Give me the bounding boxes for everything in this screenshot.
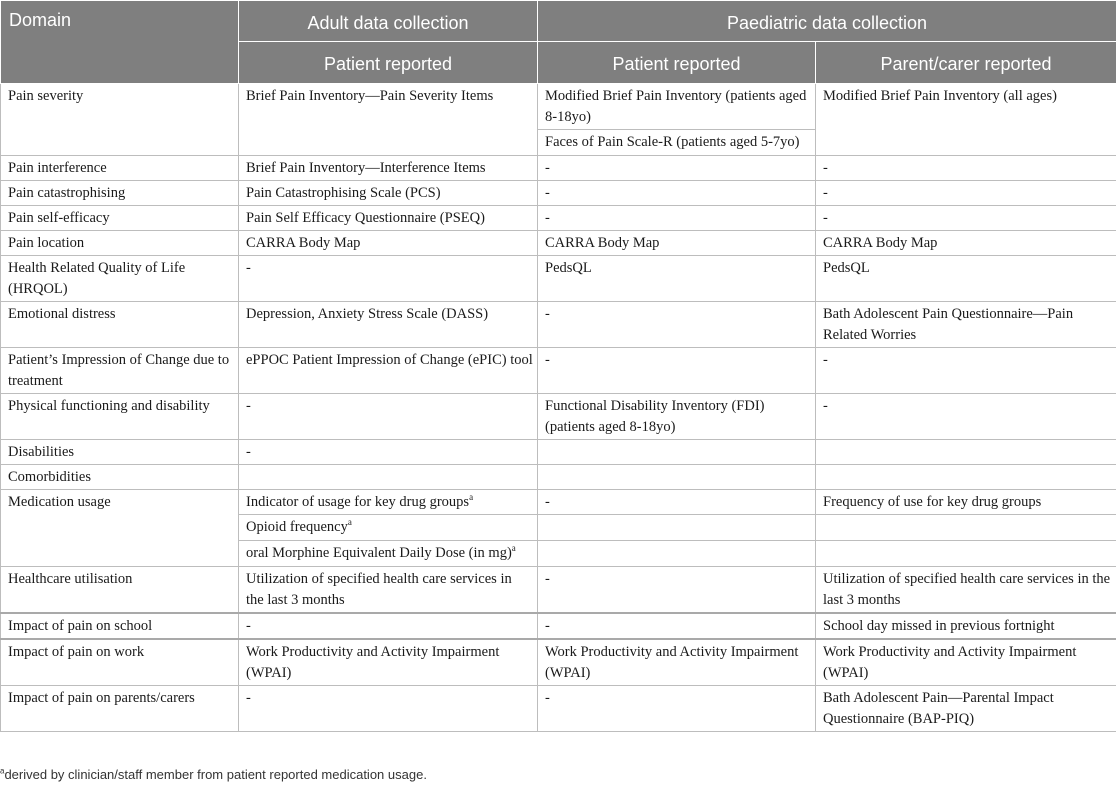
paed-patient-cell — [538, 490, 816, 567]
footnote-reference: a — [469, 492, 474, 503]
paed-parent-cell — [816, 84, 1116, 156]
table-row — [1, 84, 1116, 156]
adult-cell — [239, 256, 538, 302]
adult-cell — [239, 181, 538, 206]
header-adult-patient-reported: Patient reported — [239, 42, 538, 84]
table-row — [1, 302, 1116, 348]
cell-text: Utilization of specified health care services in the last 3 months — [823, 571, 1111, 608]
cell-text: ePPOC Patient Impression of Change (ePIC) tool — [246, 352, 533, 368]
paed-parent-cell — [816, 567, 1116, 614]
adult-cell — [239, 348, 538, 394]
paed-patient-cell-part — [538, 490, 815, 514]
footnote-mark: a — [0, 766, 5, 776]
domain-cell: Healthcare utilisation — [1, 567, 239, 614]
domain-cell: Patient’s Impression of Change due to treatment — [1, 348, 239, 394]
footnote-reference: a — [511, 543, 516, 554]
cell-text: oral Morphine Equivalent Daily Dose (in mg) — [246, 545, 512, 561]
adult-cell — [239, 613, 538, 639]
cell-text: - — [823, 160, 828, 176]
header-adult-data-collection: Adult data collection — [239, 1, 538, 42]
adult-cell — [239, 84, 538, 156]
paed-patient-cell — [538, 394, 816, 440]
table-row — [1, 348, 1116, 394]
cell-text: PedsQL — [823, 260, 870, 276]
cell-text: - — [545, 571, 550, 587]
adult-cell — [239, 686, 538, 732]
cell-text: Utilization of specified health care services in the last 3 months — [246, 571, 512, 608]
adult-cell-part — [239, 490, 537, 514]
table-row — [1, 394, 1116, 440]
cell-text: - — [246, 444, 251, 460]
paed-patient-cell — [538, 206, 816, 231]
table-footnote — [0, 767, 427, 782]
table-row — [1, 256, 1116, 302]
domain-cell: Pain location — [1, 231, 239, 256]
adult-cell — [239, 231, 538, 256]
paed-parent-cell — [816, 394, 1116, 440]
table-row — [1, 181, 1116, 206]
paed-parent-cell — [816, 686, 1116, 732]
domain-cell: Impact of pain on school — [1, 613, 239, 639]
table-row — [1, 465, 1116, 490]
domain-cell: Impact of pain on work — [1, 639, 239, 686]
cell-text: Functional Disability Inventory (FDI) (patients aged 8-18yo) — [545, 398, 765, 435]
adult-cell — [239, 639, 538, 686]
cell-text: Modified Brief Pain Inventory (patients aged 8-18yo) — [545, 88, 807, 125]
paed-patient-cell — [538, 465, 816, 490]
paed-patient-cell — [538, 302, 816, 348]
cell-text: - — [823, 185, 828, 201]
paed-parent-cell — [816, 613, 1116, 639]
cell-text: Work Productivity and Activity Impairment (WPAI) — [823, 644, 1077, 681]
table-row — [1, 156, 1116, 181]
cell-text: - — [545, 494, 550, 510]
cell-text: Brief Pain Inventory—Pain Severity Items — [246, 88, 494, 104]
paed-patient-cell — [538, 256, 816, 302]
cell-text: Pain Self Efficacy Questionnaire (PSEQ) — [246, 210, 485, 226]
cell-text: CARRA Body Map — [823, 235, 938, 251]
adult-cell — [239, 206, 538, 231]
paed-parent-cell — [816, 231, 1116, 256]
paed-patient-cell-part — [538, 84, 815, 129]
paed-parent-cell-part — [816, 540, 1116, 566]
cell-text: - — [545, 306, 550, 322]
cell-text: Bath Adolescent Pain Questionnaire—Pain Related Worries — [823, 306, 1074, 343]
cell-text: Work Productivity and Activity Impairment (WPAI) — [545, 644, 799, 681]
cell-text: Bath Adolescent Pain—Parental Impact Questionnaire (BAP-PIQ) — [823, 690, 1054, 727]
paed-patient-cell — [538, 613, 816, 639]
paed-parent-cell — [816, 348, 1116, 394]
adult-cell — [239, 567, 538, 614]
cell-text: - — [545, 618, 550, 634]
cell-text: CARRA Body Map — [545, 235, 660, 251]
adult-cell-part — [239, 540, 537, 566]
table-row — [1, 490, 1116, 567]
cell-text: - — [823, 398, 828, 414]
paed-patient-cell — [538, 181, 816, 206]
paed-parent-cell — [816, 256, 1116, 302]
header-paed-parent-reported: Parent/carer reported — [816, 42, 1116, 84]
cell-text: - — [545, 210, 550, 226]
paed-parent-cell — [816, 490, 1116, 567]
cell-text: Opioid frequency — [246, 519, 348, 535]
paed-parent-cell — [816, 206, 1116, 231]
domain-cell: Impact of pain on parents/carers — [1, 686, 239, 732]
adult-cell — [239, 302, 538, 348]
cell-text: Work Productivity and Activity Impairment (WPAI) — [246, 644, 500, 681]
cell-text: Faces of Pain Scale-R (patients aged 5-7yo) — [545, 134, 800, 150]
paed-parent-cell — [816, 302, 1116, 348]
footnote-reference: a — [347, 517, 352, 528]
paed-parent-cell — [816, 156, 1116, 181]
table-row — [1, 206, 1116, 231]
cell-text: - — [246, 398, 251, 414]
adult-cell — [239, 156, 538, 181]
domain-cell: Emotional distress — [1, 302, 239, 348]
header-paediatric-data-collection: Paediatric data collection — [538, 1, 1116, 42]
adult-cell-part — [239, 84, 537, 129]
cell-text: School day missed in previous fortnight — [823, 618, 1055, 634]
cell-text: CARRA Body Map — [246, 235, 361, 251]
cell-text: - — [823, 210, 828, 226]
cell-text: - — [246, 690, 251, 706]
paed-parent-cell — [816, 465, 1116, 490]
paed-patient-cell — [538, 686, 816, 732]
cell-text: Modified Brief Pain Inventory (all ages) — [823, 88, 1057, 104]
cell-text: Brief Pain Inventory—Interference Items — [246, 160, 486, 176]
adult-cell — [239, 440, 538, 465]
cell-text: - — [545, 352, 550, 368]
table-row — [1, 231, 1116, 256]
cell-text: - — [246, 618, 251, 634]
table-body — [1, 84, 1116, 732]
adult-cell — [239, 490, 538, 567]
paed-parent-cell — [816, 639, 1116, 686]
cell-text: - — [545, 690, 550, 706]
domain-cell: Pain catastrophising — [1, 181, 239, 206]
adult-cell — [239, 394, 538, 440]
footnote-text: derived by clinician/staff member from patient reported medication usage. — [4, 767, 427, 782]
paed-patient-cell — [538, 639, 816, 686]
table-row — [1, 440, 1116, 465]
paed-parent-cell — [816, 440, 1116, 465]
cell-text: Indicator of usage for key drug groups — [246, 494, 470, 510]
paed-patient-cell — [538, 348, 816, 394]
adult-cell-part — [239, 514, 537, 540]
table-row — [1, 567, 1116, 614]
paed-patient-cell-part — [538, 540, 815, 566]
cell-text: - — [823, 352, 828, 368]
paed-parent-cell-part — [816, 514, 1116, 540]
domain-cell: Comorbidities — [1, 465, 239, 490]
adult-cell — [239, 465, 538, 490]
header-paed-patient-reported: Patient reported — [538, 42, 816, 84]
paed-patient-cell-part — [538, 514, 815, 540]
paed-patient-cell — [538, 231, 816, 256]
paed-parent-cell-part — [816, 490, 1116, 514]
domain-cell: Pain self-efficacy — [1, 206, 239, 231]
domain-cell: Disabilities — [1, 440, 239, 465]
table-row — [1, 686, 1116, 732]
domain-cell: Physical functioning and disability — [1, 394, 239, 440]
paed-patient-cell — [538, 440, 816, 465]
domain-cell: Pain severity — [1, 84, 239, 156]
paed-parent-cell-part — [816, 84, 1116, 129]
cell-text: - — [545, 160, 550, 176]
cell-text: - — [545, 185, 550, 201]
table-row — [1, 613, 1116, 639]
paed-patient-cell-part — [538, 129, 815, 155]
domain-cell: Health Related Quality of Life (HRQOL) — [1, 256, 239, 302]
table-row — [1, 639, 1116, 686]
cell-text: - — [246, 260, 251, 276]
header-domain: Domain — [1, 1, 239, 84]
paed-patient-cell — [538, 156, 816, 181]
paed-patient-cell — [538, 84, 816, 156]
cell-text: Pain Catastrophising Scale (PCS) — [246, 185, 441, 201]
paed-patient-cell — [538, 567, 816, 614]
cell-text: Frequency of use for key drug groups — [823, 494, 1042, 510]
domain-cell: Medication usage — [1, 490, 239, 567]
domain-cell: Pain interference — [1, 156, 239, 181]
cell-text: Depression, Anxiety Stress Scale (DASS) — [246, 306, 489, 322]
cell-text: PedsQL — [545, 260, 592, 276]
paed-parent-cell — [816, 181, 1116, 206]
